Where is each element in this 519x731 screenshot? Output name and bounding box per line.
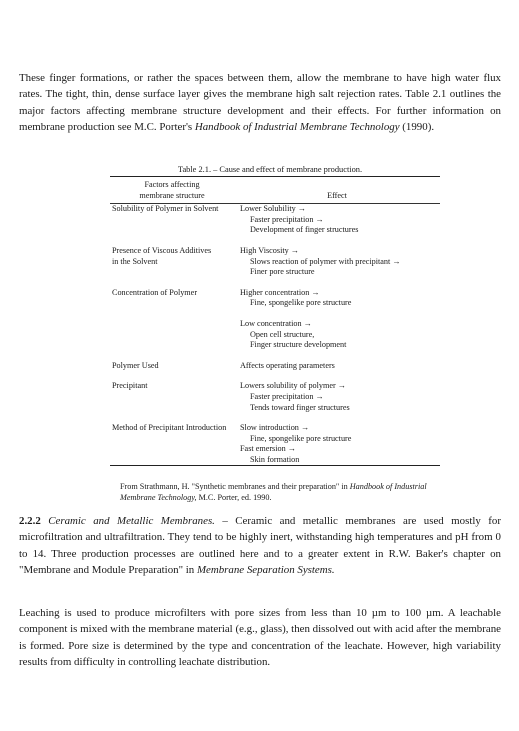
effect-line: Fine, spongelike pore structure — [250, 298, 352, 308]
source-book-title: Handbook of Industrial Membrane Technology, — [120, 482, 427, 502]
intro-text: These finger formations, or rather the spaces between them, allow the membrane to have high water flux rates. The tight, thin, dense surface layer gives the membrane high salt rejection rates. Table 2.1 outlines the major factors affecting membrane structure development and their effects. For further information on membrane production see M.C. Porter's — [19, 72, 501, 134]
section-paragraph — [19, 513, 501, 579]
effect-line: Development of finger structures — [250, 225, 359, 235]
table-row — [110, 381, 440, 413]
table-row — [110, 319, 440, 351]
section-number: 2.2.2 — [19, 515, 41, 527]
effect-line: Lower Solubility → — [240, 204, 306, 214]
effect-line: Finger structure development — [250, 340, 347, 350]
factor-line: Method of Precipitant Introduction — [112, 423, 227, 433]
factor-line: Precipitant — [112, 381, 148, 391]
intro-text-end: (1990). — [399, 121, 435, 134]
effect-line: Slow introduction → — [240, 423, 310, 433]
effect-line: Lowers solubility of polymer → — [240, 381, 346, 391]
section-book-title: Membrane Separation Systems. — [196, 564, 335, 577]
intro-book-title: Handbook of Industrial Membrane Technology — [194, 121, 400, 134]
row-spacer — [110, 278, 440, 288]
table-row — [110, 423, 440, 466]
header-factor — [110, 177, 234, 204]
effect-line: Higher concentration → — [240, 287, 320, 297]
header-factor-line2: membrane structure — [139, 190, 205, 200]
intro-paragraph — [19, 70, 501, 136]
factor-cell — [110, 246, 234, 278]
row-spacer — [110, 413, 440, 423]
row-spacer — [110, 236, 440, 246]
header-factor-line1: Factors affecting — [144, 180, 200, 189]
header-effect: Effect — [327, 190, 347, 200]
effect-line: Skin formation — [250, 454, 300, 464]
effect-line: Tends toward finger structures — [250, 402, 350, 412]
effect-cell — [234, 423, 440, 466]
effect-line: Affects operating parameters — [240, 360, 335, 370]
row-spacer — [110, 309, 440, 319]
effect-line: Faster precipitation → — [250, 214, 324, 224]
table-row — [110, 361, 440, 372]
effect-line: Open cell structure, — [250, 329, 315, 339]
factor-cell — [110, 423, 234, 466]
factor-cell — [110, 319, 234, 351]
factor-cell — [110, 381, 234, 413]
effect-cell — [234, 381, 440, 413]
factor-cell — [110, 361, 234, 372]
effect-line: Faster precipitation → — [250, 391, 324, 401]
effect-cell — [234, 361, 440, 372]
effect-line: Fast emersion → — [240, 444, 296, 454]
effect-line: Low concentration → — [240, 318, 312, 328]
source-text-end: M.C. Porter, ed. 1990. — [196, 492, 272, 502]
effect-line: High Viscosity → — [240, 245, 299, 255]
table-row — [110, 288, 440, 309]
source-text: From Strathmann, H. "Synthetic membranes and their preparation" in — [120, 482, 350, 491]
factor-line: Solubility of Polymer in Solvent — [112, 204, 219, 214]
factor-line: Concentration of Polymer — [112, 287, 198, 297]
effect-cell — [234, 288, 440, 309]
factor-cell — [110, 288, 234, 309]
factor-line: Polymer Used — [112, 360, 159, 370]
table-bottom-rule — [110, 466, 440, 467]
table-row — [110, 246, 440, 278]
factor-cell — [110, 204, 234, 236]
section-title: Ceramic and Metallic Membranes. — [48, 515, 215, 527]
section-text: – Ceramic and metallic membranes are used mostly for microfiltration and ultrafiltration. They tend to be highly inert, withstanding high temperatures and pH from 0 to 14. Three production processes are outlined here and to a greater extent in R.W. Baker's chapter on "Membrane and Module Preparation" in — [19, 515, 501, 577]
effect-cell — [234, 246, 440, 278]
row-spacer — [110, 371, 440, 381]
leaching-paragraph: Leaching is used to produce microfilters with pore sizes from less than 10 µm to 100 µm. A leachable component is mixed with the membrane material (e.g., glass), then dissolved out with acid after the membrane is formed. Pore size is determined by the type and concentration of the leachate. However, high variability results from difficulty in controlling leachate distribution. — [19, 607, 501, 669]
cause-effect-table — [110, 176, 440, 466]
effect-line: Fine, spongelike pore structure — [250, 433, 352, 443]
effect-cell — [234, 319, 440, 351]
table-body — [110, 204, 440, 466]
factor-line: in the Solvent — [112, 256, 158, 266]
row-spacer — [110, 351, 440, 361]
effect-cell — [234, 204, 440, 236]
effect-line: Finer pore structure — [250, 267, 315, 277]
factor-line: Presence of Viscous Additives — [112, 245, 212, 255]
table-caption: Table 2.1. – Cause and effect of membrane production. — [177, 165, 363, 174]
table-row — [110, 204, 440, 236]
effect-line: Slows reaction of polymer with precipitant → — [250, 256, 401, 266]
table-source-note — [120, 482, 450, 504]
